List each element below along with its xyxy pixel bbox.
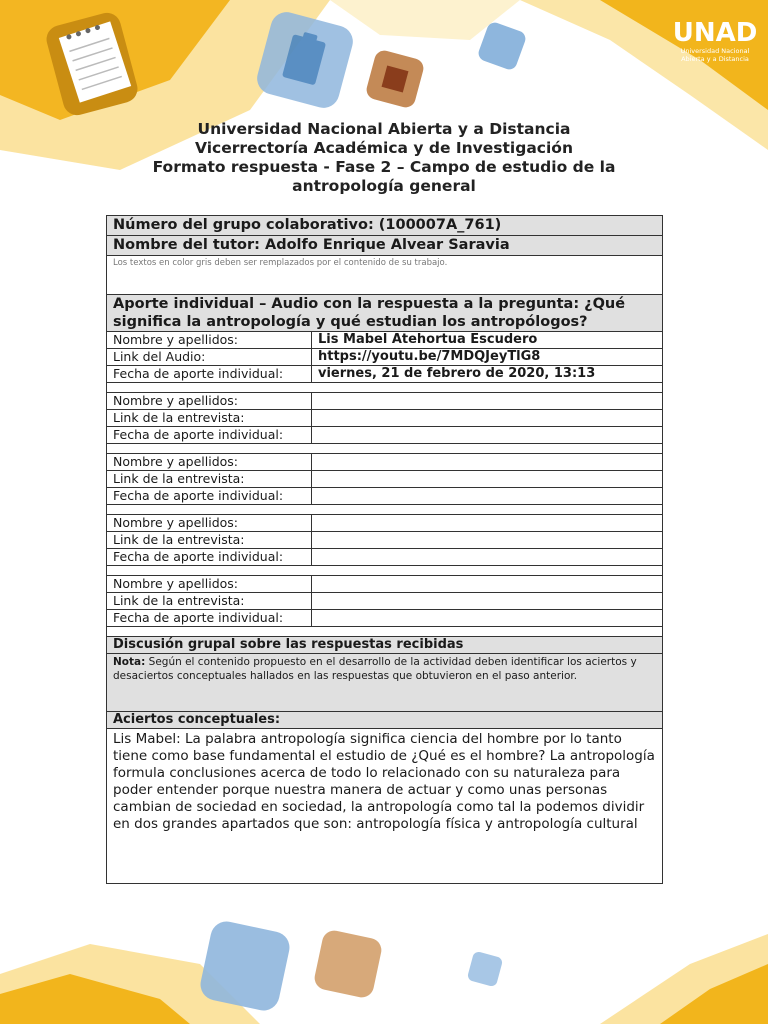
nota-text: Según el contenido propuesto en el desarrollo de la actividad deben identificar los aciertos y desaciertos conceptuales hallados en las respuestas que obtuvieron en el paso anterior. [113, 656, 637, 682]
header-format-title: Formato respuesta - Fase 2 – Campo de estudio de la [152, 158, 616, 176]
interview-link[interactable] [312, 471, 663, 488]
table-row [107, 471, 663, 488]
logo-subtitle-2: Abierta y a Distancia [681, 54, 749, 63]
blue-tile-icon [472, 16, 532, 76]
interview-link[interactable] [312, 532, 663, 549]
interview-link-label: Link de la entrevista: [107, 471, 312, 488]
header-university: Universidad Nacional Abierta y a Distancia [197, 120, 571, 138]
date-label: Fecha de aporte individual: [107, 488, 312, 505]
table-row [107, 454, 663, 471]
discussion-note [107, 654, 663, 712]
name-value[interactable] [312, 393, 663, 410]
row-spacer [107, 383, 663, 393]
table-row [107, 410, 663, 427]
interview-link[interactable] [312, 410, 663, 427]
interview-link[interactable] [312, 593, 663, 610]
table-row [107, 366, 663, 383]
table-row [107, 576, 663, 593]
header-vicerrectoria: Vicerrectoría Académica y de Investigación [195, 139, 573, 157]
header-format-subtitle: antropología general [292, 177, 476, 195]
name-value[interactable] [312, 454, 663, 471]
row-spacer [107, 444, 663, 454]
name-value[interactable] [312, 515, 663, 532]
table-row [107, 488, 663, 505]
group-number: Número del grupo colaborativo: (100007A_761) [107, 216, 663, 236]
name-value[interactable] [312, 576, 663, 593]
date-label: Fecha de aporte individual: [107, 610, 312, 627]
aciertos-title: Aciertos conceptuales: [107, 712, 663, 729]
table-row [107, 515, 663, 532]
table-row [107, 532, 663, 549]
gray-text-note: Los textos en color gris deben ser remplazados por el contenido de su trabajo. [107, 256, 663, 295]
name-value[interactable]: Lis Mabel Atehortua Escudero [312, 332, 663, 349]
logo-mark: UNAD [672, 18, 758, 48]
discussion-title: Discusión grupal sobre las respuestas recibidas [107, 637, 663, 654]
table-row [107, 549, 663, 566]
name-label: Nombre y apellidos: [107, 515, 312, 532]
interview-link-label: Link de la entrevista: [107, 410, 312, 427]
row-spacer [107, 627, 663, 637]
date-label: Fecha de aporte individual: [107, 549, 312, 566]
date-value[interactable] [312, 549, 663, 566]
unad-logo [672, 8, 758, 78]
interview-link-label: Link de la entrevista: [107, 593, 312, 610]
row-spacer [107, 566, 663, 576]
tutor-name: Nombre del tutor: Adolfo Enrique Alvear Saravia [107, 236, 663, 256]
table-row [107, 427, 663, 444]
interview-link-label: Link de la entrevista: [107, 532, 312, 549]
document-header [0, 120, 768, 196]
name-label: Nombre y apellidos: [107, 332, 312, 349]
table-row [107, 610, 663, 627]
aciertos-text[interactable]: Lis Mabel: La palabra antropología significa ciencia del hombre por lo tanto tiene como base fundamental el estudio de ¿Qué es el hombre? La antropología formula conclusiones acerca de todo lo relacionado con su naturaleza para poder entender porque nuestra manera de actuar y como unas personas cambian de sociedad en sociedad, la antropología como tal la podemos dividir en dos grandes apartados que son: antropología física y antropología cultural [107, 729, 663, 884]
table-row [107, 349, 663, 366]
audio-link[interactable]: https://youtu.be/7MDQJeyTlG8 [312, 349, 663, 366]
bottom-decoration [0, 904, 768, 1024]
name-label: Nombre y apellidos: [107, 454, 312, 471]
table-row [107, 332, 663, 349]
audio-link-label: Link del Audio: [107, 349, 312, 366]
name-label: Nombre y apellidos: [107, 576, 312, 593]
date-value[interactable] [312, 488, 663, 505]
notepad-icon [40, 8, 150, 118]
date-value[interactable]: viernes, 21 de febrero de 2020, 13:13 [312, 366, 663, 383]
book-icon [360, 44, 430, 114]
table-row [107, 393, 663, 410]
table-row [107, 593, 663, 610]
clipboard-icon [245, 0, 365, 120]
date-label: Fecha de aporte individual: [107, 427, 312, 444]
name-label: Nombre y apellidos: [107, 393, 312, 410]
logo-subtitle-1: Universidad Nacional [680, 47, 750, 55]
aporte-title: Aporte individual – Audio con la respuesta a la pregunta: ¿Qué significa la antropología y qué estudian los antropólogos? [107, 295, 663, 332]
row-spacer [107, 505, 663, 515]
date-label: Fecha de aporte individual: [107, 366, 312, 383]
response-form-table [106, 215, 663, 884]
nota-label: Nota: [113, 656, 146, 668]
date-value[interactable] [312, 427, 663, 444]
date-value[interactable] [312, 610, 663, 627]
